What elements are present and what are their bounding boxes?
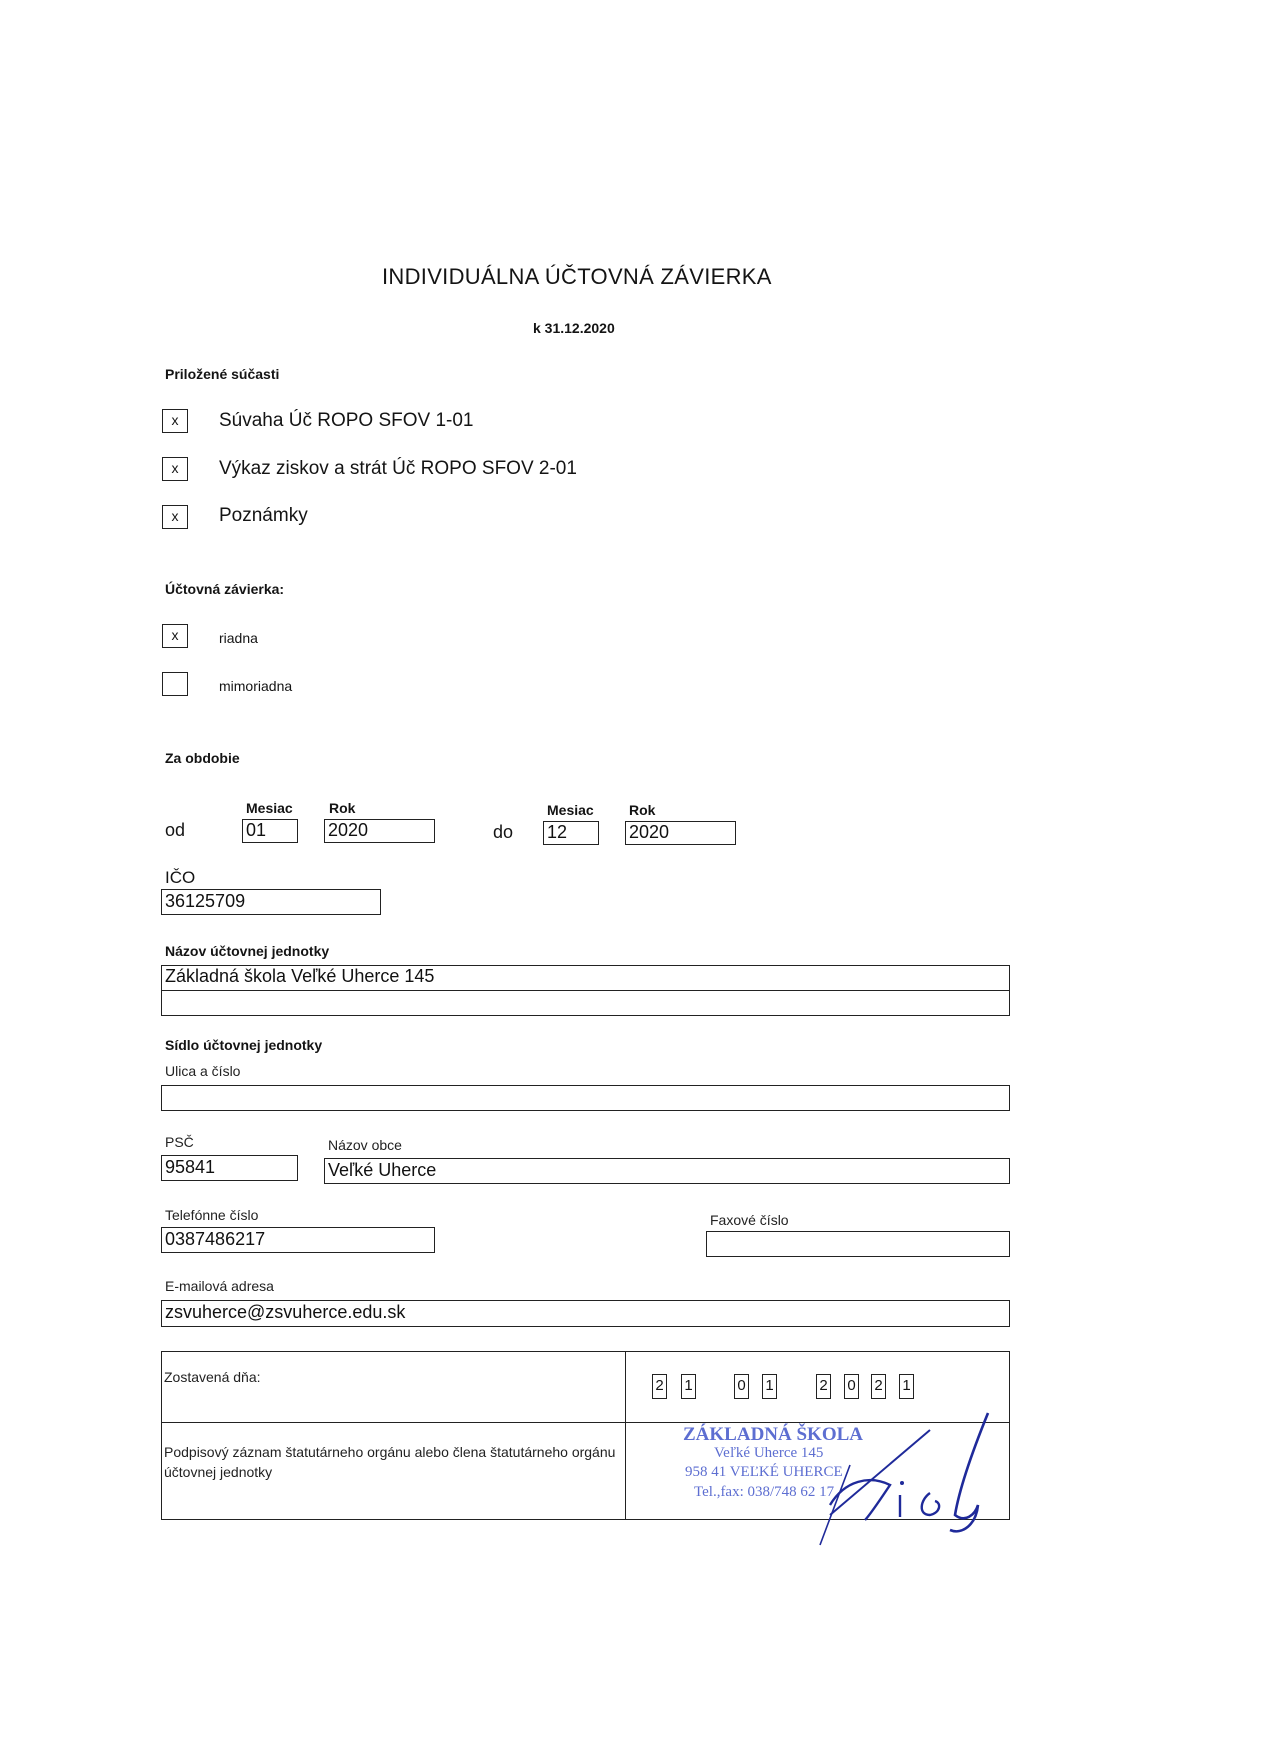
signature-scribble [790,1405,1050,1555]
phone-label: Telefónne číslo [165,1207,259,1223]
from-year-value: 2020 [328,820,369,840]
stamp-line-1: ZÁKLADNÁ ŠKOLA [683,1424,863,1445]
zip-value: 95841 [165,1157,216,1177]
label-suvaha: Súvaha Úč ROPO SFOV 1-01 [219,410,474,431]
signature-label: Podpisový záznam štatutárneho orgánu alebo člena štatutárneho orgánu účtovnej jednotky [164,1444,616,1480]
month-digit-2[interactable]: 1 [762,1374,777,1399]
from-month-value: 01 [246,820,267,840]
day-digit-2[interactable]: 1 [681,1374,696,1399]
checkbox-suvaha[interactable]: x [162,409,188,433]
from-year-field[interactable] [324,819,435,843]
entity-name-line1: Základná škola Veľké Uherce 145 [165,966,435,986]
label-poznamky: Poznámky [219,505,308,526]
checkbox-vykaz[interactable]: x [162,457,188,481]
street-label: Ulica a číslo [165,1063,241,1079]
checkbox-poznamky[interactable]: x [162,505,188,529]
city-field[interactable] [324,1158,1010,1184]
year-digit-4[interactable]: 1 [899,1374,914,1399]
from-month-field[interactable] [242,819,298,843]
day-digit-1[interactable]: 2 [652,1374,667,1399]
year-digit-1[interactable]: 2 [816,1374,831,1399]
from-year-label: Rok [329,800,356,816]
stamp-line-4: Tel.,fax: 038/748 62 17 [694,1484,835,1500]
street-field[interactable] [161,1085,1010,1111]
to-month-field[interactable] [543,821,599,845]
email-value: zsvuherce@zsvuherce.edu.sk [165,1302,406,1322]
fax-field[interactable] [706,1231,1010,1257]
seat-heading: Sídlo účtovnej jednotky [165,1037,323,1053]
stamp-line-2: Veľké Uherce 145 [714,1445,824,1461]
from-label: od [165,820,186,840]
period-heading: Za obdobie [165,750,240,766]
zip-label: PSČ [165,1134,194,1150]
phone-field[interactable] [161,1227,435,1253]
entity-name-divider [162,990,1009,991]
to-year-value: 2020 [629,822,670,842]
to-month-value: 12 [547,822,568,842]
zip-field[interactable] [161,1155,298,1181]
ico-label: IČO [165,868,196,887]
email-label: E-mailová adresa [165,1278,274,1294]
document-title: INDIVIDUÁLNA ÚČTOVNÁ ZÁVIERKA [382,264,772,289]
month-digit-1[interactable]: 0 [734,1374,749,1399]
compiled-label: Zostavená dňa: [164,1369,261,1385]
stamp-line-3: 958 41 VEĽKÉ UHERCE [685,1464,843,1480]
checkbox-mimoriadna[interactable] [162,672,188,696]
closing-heading: Účtovná závierka: [165,581,285,597]
label-riadna: riadna [219,630,258,646]
ico-value: 36125709 [165,891,246,911]
city-label: Názov obce [328,1137,402,1153]
label-mimoriadna: mimoriadna [219,678,293,694]
entity-name-label: Názov účtovnej jednotky [165,943,330,959]
to-year-field[interactable] [625,821,736,845]
year-digit-2[interactable]: 0 [844,1374,859,1399]
from-month-label: Mesiac [246,800,293,816]
ico-field[interactable] [161,889,381,915]
to-month-label: Mesiac [547,802,594,818]
checkbox-riadna[interactable]: x [162,624,188,648]
table-vertical-divider [625,1352,626,1519]
label-vykaz: Výkaz ziskov a strát Úč ROPO SFOV 2-01 [219,458,577,479]
to-label: do [493,822,514,842]
to-year-label: Rok [629,802,656,818]
year-digit-3[interactable]: 2 [871,1374,886,1399]
email-field[interactable] [161,1300,1010,1327]
attached-heading: Priložené súčasti [165,366,280,382]
fax-label: Faxové číslo [710,1212,789,1228]
phone-value: 0387486217 [165,1229,266,1249]
document-date: k 31.12.2020 [533,320,615,336]
city-value: Veľké Uherce [328,1160,437,1180]
entity-name-field[interactable] [161,965,1010,1016]
